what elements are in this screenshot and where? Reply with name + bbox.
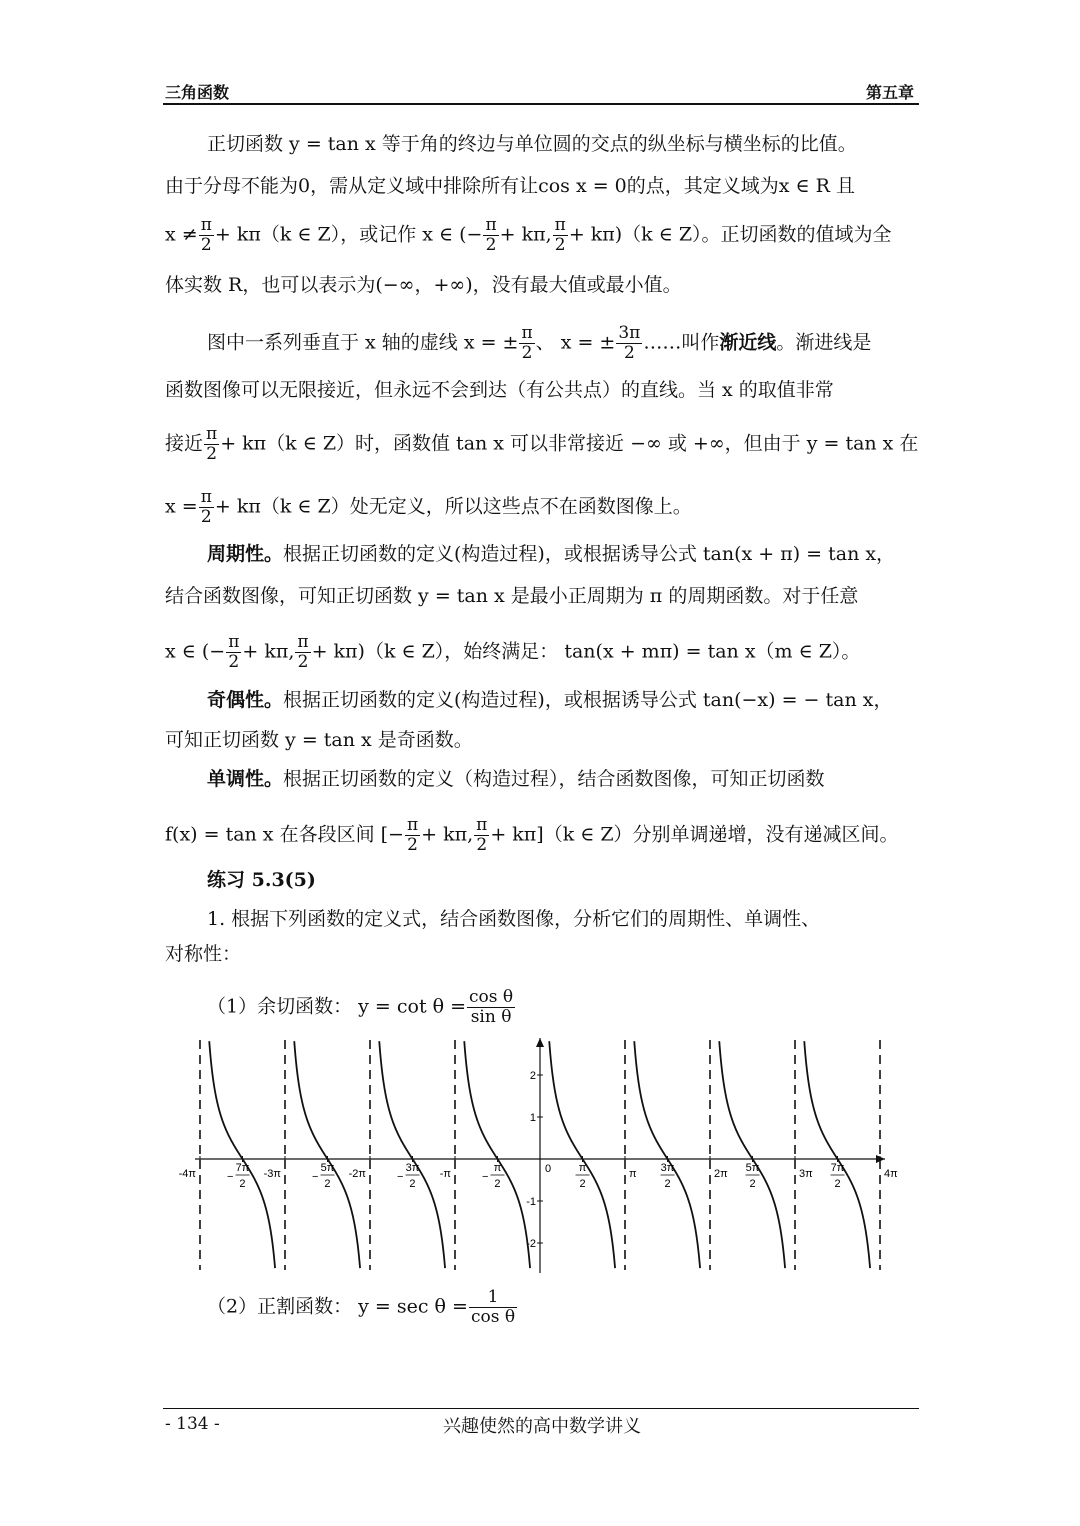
para4-line1: 奇偶性。根据正切函数的定义(构造过程)，或根据诱导公式 tan(−x) = − tan x， bbox=[207, 689, 893, 711]
x-tick-label: 2 bbox=[834, 1178, 841, 1190]
y-tick-label: -1 bbox=[526, 1196, 536, 1208]
x-tick-label: -π bbox=[439, 1168, 451, 1180]
y-tick-label: 1 bbox=[529, 1112, 536, 1124]
x-tick-label: − bbox=[482, 1171, 489, 1183]
x-tick-label: 5π bbox=[745, 1162, 760, 1174]
y-tick-label: -2 bbox=[526, 1238, 536, 1250]
x-tick-label: 2 bbox=[664, 1178, 671, 1190]
para2-line2: 函数图像可以无限接近，但永远不会到达（有公共点）的直线。当 x 的取值非常 bbox=[165, 379, 834, 401]
x-tick-label: 2 bbox=[239, 1178, 246, 1190]
chapter-number: 第五章 bbox=[866, 83, 915, 102]
x-tick-label: 2 bbox=[324, 1178, 331, 1190]
cot-branch bbox=[379, 1041, 445, 1268]
x-tick-label: π bbox=[493, 1162, 502, 1174]
asymptote-term: 渐近线 bbox=[719, 331, 777, 354]
exercise-item1: （1）余切函数： y = cot θ = $\frac{\text{cos θ}}{\text{sin θ}}$ bbox=[207, 987, 514, 1027]
cot-branch bbox=[804, 1041, 870, 1268]
y-axis-arrow bbox=[536, 1038, 544, 1047]
x-tick-label: 2 bbox=[494, 1178, 501, 1190]
cot-branch bbox=[719, 1041, 785, 1268]
cot-branch bbox=[464, 1041, 530, 1268]
para5-line1: 单调性。根据正切函数的定义（构造过程），结合函数图像，可知正切函数 bbox=[207, 768, 825, 790]
x-tick-label: 3π bbox=[799, 1168, 813, 1180]
para2-line4: x = $\frac{\pi}{2}$ + kπ（k ∈ Z）处无定义，所以这些点不在函数图像上。 bbox=[165, 487, 692, 527]
footer-rule bbox=[163, 1408, 919, 1409]
x-tick-label: 5π bbox=[320, 1162, 335, 1174]
x-tick-label: 7π bbox=[235, 1162, 250, 1174]
para2-line3: 接近 $\frac{\pi}{2}$ + kπ（k ∈ Z）时，函数值 tan x 可以非常接近 −∞ 或 +∞，但由于 y = tan x 在 bbox=[165, 424, 919, 464]
x-tick-label: − bbox=[227, 1171, 234, 1183]
x-tick-label: 2 bbox=[749, 1178, 756, 1190]
para1-line4: 体实数 R，也可以表示为(−∞，+∞)，没有最大值或最小值。 bbox=[165, 274, 682, 296]
cot-branch bbox=[294, 1041, 360, 1268]
x-tick-label: 3π bbox=[660, 1162, 675, 1174]
x-tick-label: -4π bbox=[178, 1168, 196, 1180]
x-tick-label: 4π bbox=[884, 1168, 898, 1180]
x-tick-label: 0 bbox=[545, 1163, 552, 1175]
chapter-topic: 三角函数 bbox=[165, 83, 230, 102]
page-number: - 134 - bbox=[165, 1414, 220, 1434]
para3-line2: 结合函数图像，可知正切函数 y = tan x 是最小正周期为 π 的周期函数。对于任意 bbox=[165, 585, 859, 607]
exercise-q1-line1: 1. 根据下列函数的定义式，结合函数图像，分析它们的周期性、单调性、 bbox=[207, 908, 821, 930]
exercise-title: 练习 5.3(5) bbox=[207, 869, 316, 891]
x-tick-label: -3π bbox=[263, 1168, 281, 1180]
para2-line1: 图中一系列垂直于 x 轴的虚线 x = ± $\frac{\pi}{2}$ 、 x = ± $\frac{3\pi}{2}$ ……叫作渐近线。渐进线是 bbox=[207, 323, 872, 363]
y-tick-label: 2 bbox=[529, 1070, 536, 1082]
para3-line1: 周期性。根据正切函数的定义(构造过程)，或根据诱导公式 tan(x + π) = tan x， bbox=[207, 543, 896, 565]
x-tick-label: π bbox=[629, 1168, 637, 1180]
cot-graph bbox=[178, 1035, 898, 1275]
cot-branch bbox=[634, 1041, 700, 1268]
para3-line3: x ∈ (− $\frac{\pi}{2}$ + kπ, $\frac{\pi}{2}$ + kπ)（k ∈ Z），始终满足： tan(x + mπ) = tan x（m ∈ Z）。 bbox=[165, 632, 861, 672]
monotonicity-term: 单调性。 bbox=[207, 768, 284, 790]
x-tick-label: 7π bbox=[830, 1162, 845, 1174]
exercise-item2: （2）正割函数： y = sec θ = $\frac{1}{\text{cos θ}}$ bbox=[207, 1287, 516, 1327]
x-tick-label: 2π bbox=[714, 1168, 728, 1180]
x-tick-label: 3π bbox=[405, 1162, 420, 1174]
x-tick-label: -2π bbox=[348, 1168, 366, 1180]
x-tick-label: − bbox=[397, 1171, 404, 1183]
exercise-q1-line2: 对称性： bbox=[165, 943, 242, 965]
x-tick-label: 2 bbox=[409, 1178, 416, 1190]
parity-term: 奇偶性。 bbox=[207, 689, 284, 711]
x-tick-label: − bbox=[312, 1171, 319, 1183]
x-tick-label: 2 bbox=[579, 1178, 586, 1190]
periodicity-term: 周期性。 bbox=[207, 543, 284, 565]
para1-line1: 正切函数 y = tan x 等于角的终边与单位圆的交点的纵坐标与横坐标的比值。 bbox=[207, 133, 857, 155]
para4-line2: 可知正切函数 y = tan x 是奇函数。 bbox=[165, 729, 473, 751]
para1-line2: 由于分母不能为0，需从定义域中排除所有让cos x = 0的点，其定义域为x ∈ R 且 bbox=[165, 175, 855, 197]
cot-branch bbox=[549, 1041, 615, 1268]
cot-branch bbox=[209, 1041, 275, 1268]
para1-line3: x ≠ $\frac{\pi}{2}$ + kπ（k ∈ Z），或记作 x ∈ (− $\frac{\pi}{2}$ + kπ, $\frac{\pi}{2}$ + kπ)（k ∈ Z）。正切函数的值域为全 bbox=[165, 215, 892, 255]
book-title: 兴趣使然的高中数学讲义 bbox=[443, 1416, 641, 1437]
header-rule bbox=[163, 103, 919, 105]
x-tick-label: π bbox=[578, 1162, 587, 1174]
para5-line2: f(x) = tan x 在各段区间 [− $\frac{\pi}{2}$ + kπ, $\frac{\pi}{2}$ + kπ]（k ∈ Z）分别单调递增，没有递减区间。 bbox=[165, 815, 899, 855]
